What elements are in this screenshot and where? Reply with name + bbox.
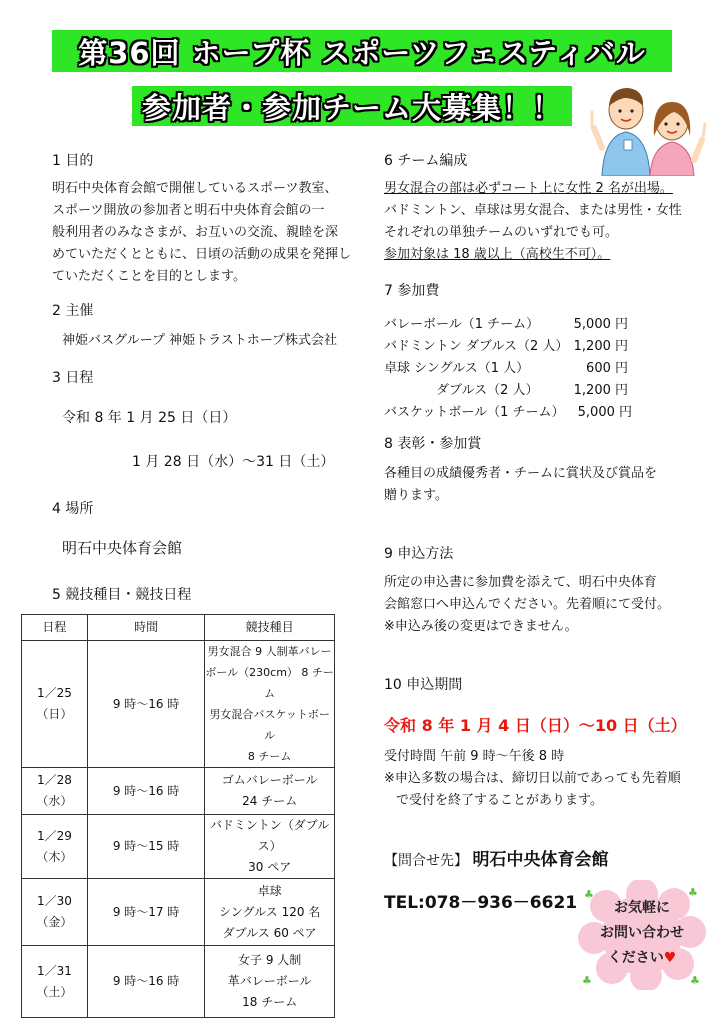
row-events: ゴムバレーボール 24 チーム xyxy=(205,768,335,815)
svg-text:♣: ♣ xyxy=(690,974,700,987)
row-time: 9 時～16 時 xyxy=(87,641,204,768)
section-schedule-heading: 3 日程 xyxy=(52,370,94,386)
fee-price-volleyball: 5,000 円 xyxy=(573,317,628,332)
row-time: 9 時～15 時 xyxy=(87,815,204,879)
fee-label-basketball: バスケットボール（1 チーム） xyxy=(384,405,565,420)
application-period: 令和 8 年 1 月 4 日（日）～10 日（土） xyxy=(384,716,687,735)
fee-price-badminton: 1,200 円 xyxy=(573,339,628,354)
fee-label-pingpong-doubles: ダブルス（2 人） xyxy=(436,383,539,398)
purpose-line-2: スポーツ開放の参加者と明石中央体育会館の一 xyxy=(52,203,325,218)
section-fee-heading: 7 参加費 xyxy=(384,283,440,299)
fee-price-pingpong-singles: 600 円 xyxy=(586,361,628,376)
row-events: バドミントン（ダブルス） 30 ペア xyxy=(205,815,335,879)
contact-phone: TEL:078－936－6621 xyxy=(384,893,578,913)
row-date: 1／29 （木） xyxy=(22,815,88,879)
row-events: 女子 9 人制 革バレーボール 18 チーム xyxy=(205,946,335,1018)
section-purpose-heading: 1 目的 xyxy=(52,153,94,169)
row-time: 9 時～16 時 xyxy=(87,768,204,815)
row-time: 9 時～17 時 xyxy=(87,879,204,946)
fee-label-volleyball: バレーボール（1 チーム） xyxy=(384,317,540,332)
apply-line-3: ※申込み後の変更はできません。 xyxy=(384,619,578,634)
staff-illustration-icon xyxy=(588,76,708,176)
heart-icon: ♥ xyxy=(663,950,677,966)
fee-label-pingpong-singles: 卓球 シングルス（1 人） xyxy=(384,361,530,376)
reception-hours: 受付時間 午前 9 時～午後 8 時 xyxy=(384,749,565,764)
organizer-text: 神姫バスグループ 神姫トラストホープ株式会社 xyxy=(62,333,338,348)
inquiry-badge xyxy=(578,880,706,990)
row-date: 1／25 （日） xyxy=(22,641,88,768)
title-banner xyxy=(52,30,672,72)
section-period-heading: 10 申込期間 xyxy=(384,677,463,693)
page-subtitle: 参加者・参加チーム大募集！！ xyxy=(141,90,562,125)
section-award-heading: 8 表彰・参加賞 xyxy=(384,436,482,452)
svg-text:♣: ♣ xyxy=(584,888,594,901)
table-row xyxy=(22,946,335,1018)
period-note-1: ※申込多数の場合は、締切日以前であっても先着順 xyxy=(384,771,681,786)
venue-text: 明石中央体育会館 xyxy=(62,539,183,557)
schedule-date-1: 令和 8 年 1 月 25 日（日） xyxy=(62,410,237,426)
row-date: 1／31 （土） xyxy=(22,946,88,1018)
table-header-row xyxy=(22,615,335,641)
purpose-line-4: めていただくとともに、日頃の活動の成果を発揮し xyxy=(52,247,352,262)
period-note-2: で受付を終了することがあります。 xyxy=(396,793,603,808)
apply-line-2: 会館窓口へ申込んでください。先着順にて受付。 xyxy=(384,597,671,612)
purpose-line-3: 般利用者のみなさまが、お互いの交流、親睦を深 xyxy=(52,225,339,240)
section-events-heading: 5 競技種目・競技日程 xyxy=(52,587,192,603)
fee-price-basketball: 5,000 円 xyxy=(577,405,632,420)
section-apply-heading: 9 申込方法 xyxy=(384,546,454,562)
header-time: 時間 xyxy=(87,615,204,641)
table-row xyxy=(22,879,335,946)
section-venue-heading: 4 場所 xyxy=(52,501,94,517)
subtitle-banner xyxy=(132,86,572,126)
contact-name: 明石中央体育会館 xyxy=(472,850,609,870)
contact-info xyxy=(384,845,608,870)
section-organizer-heading: 2 主催 xyxy=(52,303,94,319)
fee-price-pingpong-doubles: 1,200 円 xyxy=(573,383,628,398)
header-event: 競技種目 xyxy=(205,615,335,641)
apply-line-1: 所定の申込書に参加費を添えて、明石中央体育 xyxy=(384,575,657,590)
badge-line-1: お気軽に xyxy=(614,900,670,916)
badge-line-3: ください xyxy=(607,950,664,966)
team-line-3: それぞれの単独チームのいずれでも可。 xyxy=(384,225,619,240)
header-date: 日程 xyxy=(22,615,88,641)
section-team-heading: 6 チーム編成 xyxy=(384,153,468,169)
page-title: 第36回 ホープ杯 スポーツフェスティバル xyxy=(78,35,646,70)
contact-label: 【問合せ先】 xyxy=(384,853,468,869)
event-schedule-table xyxy=(21,614,335,1018)
team-line-2: バドミントン、卓球は男女混合、または男性・女性 xyxy=(384,203,682,218)
schedule-date-2: 1 月 28 日（水）～31 日（土） xyxy=(132,454,335,470)
fee-label-badminton: バドミントン ダブルス（2 人） xyxy=(384,339,569,354)
team-line-4: 参加対象は 18 歳以上（高校生不可）。 xyxy=(384,247,611,262)
row-events: 男女混合 9 人制革バレー ボール（230cm） 8 チーム 男女混合バスケットボール 8 チーム xyxy=(205,641,335,768)
table-row xyxy=(22,815,335,879)
row-date: 1／30 （金） xyxy=(22,879,88,946)
award-line-2: 贈ります。 xyxy=(384,488,448,503)
purpose-line-5: ていただくことを目的とします。 xyxy=(52,269,246,284)
svg-text:♣: ♣ xyxy=(582,974,592,987)
team-line-1: 男女混合の部は必ずコート上に女性 2 名が出場。 xyxy=(384,181,673,196)
table-row xyxy=(22,768,335,815)
row-time: 9 時～16 時 xyxy=(87,946,204,1018)
row-date: 1／28 （水） xyxy=(22,768,88,815)
svg-text:♣: ♣ xyxy=(688,886,698,899)
purpose-line-1: 明石中央体育会館で開催しているスポーツ教室、 xyxy=(52,181,338,196)
row-events: 卓球 シングルス 120 名 ダブルス 60 ペア xyxy=(205,879,335,946)
badge-line-2: お問い合わせ xyxy=(600,925,684,941)
table-row xyxy=(22,641,335,768)
award-line-1: 各種目の成績優秀者・チームに賞状及び賞品を xyxy=(384,466,658,481)
